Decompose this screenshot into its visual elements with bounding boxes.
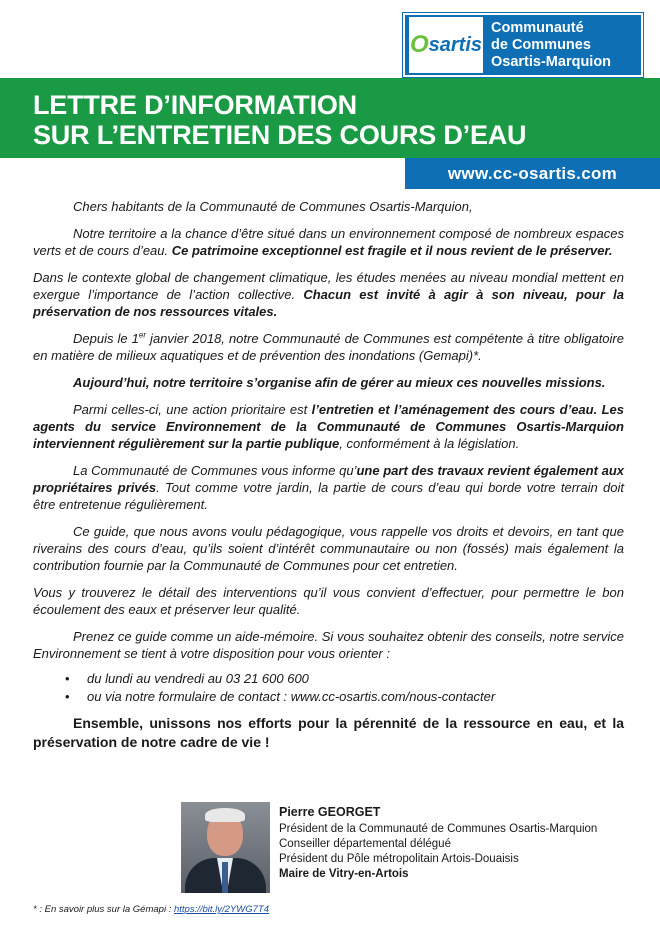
paragraph: Aujourd’hui, notre territoire s’organise afin de gérer au mieux ces nouvelles missions. [73,375,606,390]
greeting: Chers habitants de la Communauté de Communes Osartis-Marquion, [73,199,473,214]
paragraph: Prenez ce guide comme un aide-mémoire. Si vous souhaitez obtenir des conseils, notre service Environnement se tient à votre disposition pour vous orienter : [33,629,624,661]
signatory-role: Maire de Vitry-en-Artois [279,868,409,880]
website-link[interactable]: www.cc-osartis.com [405,158,660,189]
footnote: * : En savoir plus sur la Gémapi : https://bit.ly/2YWG7T4 [33,904,270,915]
paragraph: Dans le contexte global de changement climatique, les études menées au niveau mondial mettent en exergue l’importance de l’action collective. Chacun est invité à agir à son niveau, pour la préservation de nos ressources vitales. [33,270,624,319]
signatory-role: Président du Pôle métropolitain Artois-Douaisis [279,853,519,865]
closing-statement: Ensemble, unissons nos efforts pour la pérennité de la ressource en eau, et la préservation de notre cadre de vie ! [33,715,624,750]
signatory-name: Pierre GEORGET [279,805,381,819]
page-title: LETTRE D’INFORMATION SUR L’ENTRETIEN DES COURS D’EAU [33,90,527,150]
paragraph: La Communauté de Communes vous informe qu’une part des travaux revient également aux propriétaires privés. Tout comme votre jardin, la partie de cours d’eau qui borde votre terrain doit être entretenue régulièrement. [33,463,624,512]
signatory-role: Président de la Communauté de Communes Osartis-Marquion [279,823,598,835]
gemapi-link[interactable]: https://bit.ly/2YWG7T4 [173,904,270,915]
signatory-role: Conseiller départemental délégué [279,838,451,850]
logo [403,13,643,77]
osartis-logo-icon: O sartis [409,17,483,73]
list-item: • du lundi au vendredi au 03 21 600 600 [65,670,624,688]
paragraph: Notre territoire a la chance d’être situé dans un environnement composé de nombreux espaces verts et de cours d’eau. Ce patrimoine exceptionnel est fragile et il nous revient de le préserver. [33,226,624,258]
logo-text: Communauté de Communes Osartis-Marquion [491,19,612,70]
paragraph: Parmi celles-ci, une action prioritaire est l’entretien et l’aménagement des cours d’eau. Les agents du service Environnement de la Communauté de Communes Osartis-Marquion interviennent régulièrement sur la partie publique, conformément à la législation. [33,402,624,451]
paragraph: Depuis le 1er janvier 2018, notre Communauté de Communes est compétente à titre obligatoire en matière de milieux aquatiques et de prévention des inondations (Gemapi)*. [33,330,624,363]
portrait-photo [181,802,270,893]
list-item: • ou via notre formulaire de contact : www.cc-osartis.com/nous-contacter [65,688,624,706]
signature-block [279,805,597,882]
contact-list [65,670,624,706]
paragraph: Ce guide, que nous avons voulu pédagogique, vous rappelle vos droits et devoirs, en tant que riverains des cours d’eau, qu’ils soient d’intérêt communautaire ou non (fossés) mais également la contribution fournie par la Communauté de Communes pour cet entretien. [33,524,624,573]
letter-body [33,198,624,762]
paragraph: Vous y trouverez le détail des interventions qu’il vous convient d’effectuer, pour permettre le bon écoulement des eaux et préserver leur qualité. [33,585,624,617]
